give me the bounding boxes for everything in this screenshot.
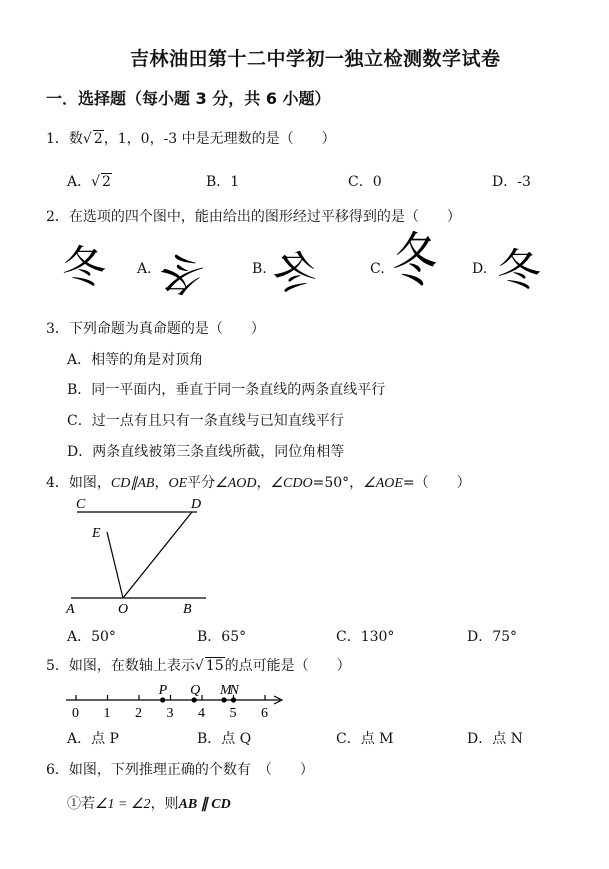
q5-prefix: 5．如图，在数轴上表示 (46, 658, 195, 674)
q2-option-d[interactable]: D. (472, 261, 488, 277)
point-label-q: Q (190, 683, 201, 698)
q6-item1-then: ，则 (150, 796, 179, 812)
q4-separator: ， (154, 475, 169, 491)
figure-d-translated: 冬 (497, 245, 541, 296)
question-2: 2．在选项的四个图中，能由给出的图形经过平移得到的是（ ） (46, 209, 461, 225)
q4-suffix: =（ ） (402, 475, 471, 491)
q4-condition-parallel: CD∥AB (110, 476, 155, 491)
q1-option-c[interactable]: C．0 (348, 174, 382, 190)
q4-angle-aod: ∠AOD (215, 476, 257, 491)
q4-word-bisect: 平分 (187, 475, 216, 491)
tick-label: 1 (103, 706, 111, 720)
sqrt-expression: √ 2 (91, 174, 111, 190)
q6-item1-angles: ∠1 = ∠2 (95, 797, 151, 812)
point-n (231, 697, 236, 702)
label-e: E (92, 526, 101, 541)
figure-c-stretched: 冬 (389, 226, 441, 296)
q4-option-b[interactable]: B．65° (197, 629, 247, 645)
question-6: 6．如图，下列推理正确的个数有 （ ） (46, 762, 314, 778)
question-4 (46, 472, 471, 492)
q4-angle-aoe: ∠AOE (363, 476, 403, 491)
q3-option-c[interactable]: C．过一点有且只有一条直线与已知直线平行 (67, 413, 344, 429)
q4-option-c[interactable]: C．130° (336, 629, 395, 645)
q6-item-1 (67, 793, 231, 813)
label-c: C (76, 497, 86, 512)
q4-angle-cdo: ∠CDO (270, 476, 313, 491)
given-figure: 冬 (62, 242, 106, 293)
tick-label: 6 (261, 706, 268, 720)
sqrt-expression: √ 15 (194, 658, 224, 674)
q5-option-a[interactable]: A．点 P (67, 731, 119, 747)
point-q (192, 697, 197, 702)
point-label-m: M (220, 683, 232, 698)
q4-option-d[interactable]: D．75° (467, 629, 518, 645)
label-a: A (66, 602, 75, 617)
point-p (160, 697, 165, 702)
q5-option-d[interactable]: D．点 N (467, 731, 523, 747)
radicand: 15 (205, 658, 224, 674)
q2-option-b[interactable]: B. (252, 261, 267, 277)
q1-option-d[interactable]: D．-3 (492, 174, 531, 190)
point-label-n: N (229, 683, 239, 698)
label-d: D (191, 497, 202, 512)
option-label: A． (67, 174, 92, 190)
tick-label: 2 (135, 706, 142, 720)
q1-prefix: 1．数 (46, 131, 83, 147)
point-m (221, 697, 226, 702)
axis-ticks (72, 695, 268, 720)
number-line (58, 676, 290, 720)
figure-a-rotated: 冬 (154, 247, 210, 298)
point-label-p: P (158, 683, 168, 698)
figure-b-mirrored: 冬 (273, 248, 317, 299)
q3-option-b[interactable]: B．同一平面内，垂直于同一条直线的两条直线平行 (67, 382, 386, 398)
q4-option-a[interactable]: A．50° (67, 629, 116, 645)
radicand: 2 (93, 131, 103, 147)
q6-item1-prefix: ①若 (67, 796, 95, 812)
q5-suffix: 的点可能是（ ） (224, 658, 351, 674)
sqrt-expression: √ 2 (82, 131, 103, 147)
q2-option-c[interactable]: C. (370, 261, 385, 277)
ray-oe (107, 532, 123, 598)
q4-geometry-figure (60, 494, 210, 618)
q1-suffix: ，1，0，-3 中是无理数的是（ ） (103, 131, 336, 147)
q4-bisector: OE (168, 476, 188, 491)
q5-option-c[interactable]: C．点 M (336, 731, 394, 747)
q1-option-a[interactable] (67, 171, 112, 191)
q4-separator: ， (256, 475, 271, 491)
q4-angle-value: =50°， (312, 475, 364, 491)
label-o: O (118, 602, 129, 617)
q3-option-a[interactable]: A．相等的角是对顶角 (67, 352, 204, 368)
q1-option-b[interactable]: B．1 (206, 174, 240, 190)
q6-item1-result: AB ∥ CD (178, 797, 231, 812)
q4-prefix: 4．如图， (46, 475, 111, 491)
q5-option-b[interactable]: B．点 Q (197, 731, 252, 747)
exam-title: 吉林油田第十二中学初一独立检测数学试卷 (130, 48, 501, 70)
tick-label: 3 (166, 706, 174, 720)
segment-od (123, 512, 192, 598)
label-b: B (183, 602, 192, 617)
q2-option-a[interactable]: A. (137, 261, 152, 277)
tick-label: 0 (72, 706, 79, 720)
radicand: 2 (102, 174, 111, 190)
section-heading: 一．选择题（每小题 3 分，共 6 小题） (46, 89, 331, 108)
question-1 (46, 128, 336, 148)
q3-option-d[interactable]: D．两条直线被第三条直线所截，同位角相等 (67, 444, 345, 460)
question-3: 3．下列命题为真命题的是（ ） (46, 321, 265, 337)
tick-label: 4 (198, 706, 205, 720)
tick-label: 5 (229, 706, 237, 720)
question-5 (46, 655, 351, 675)
